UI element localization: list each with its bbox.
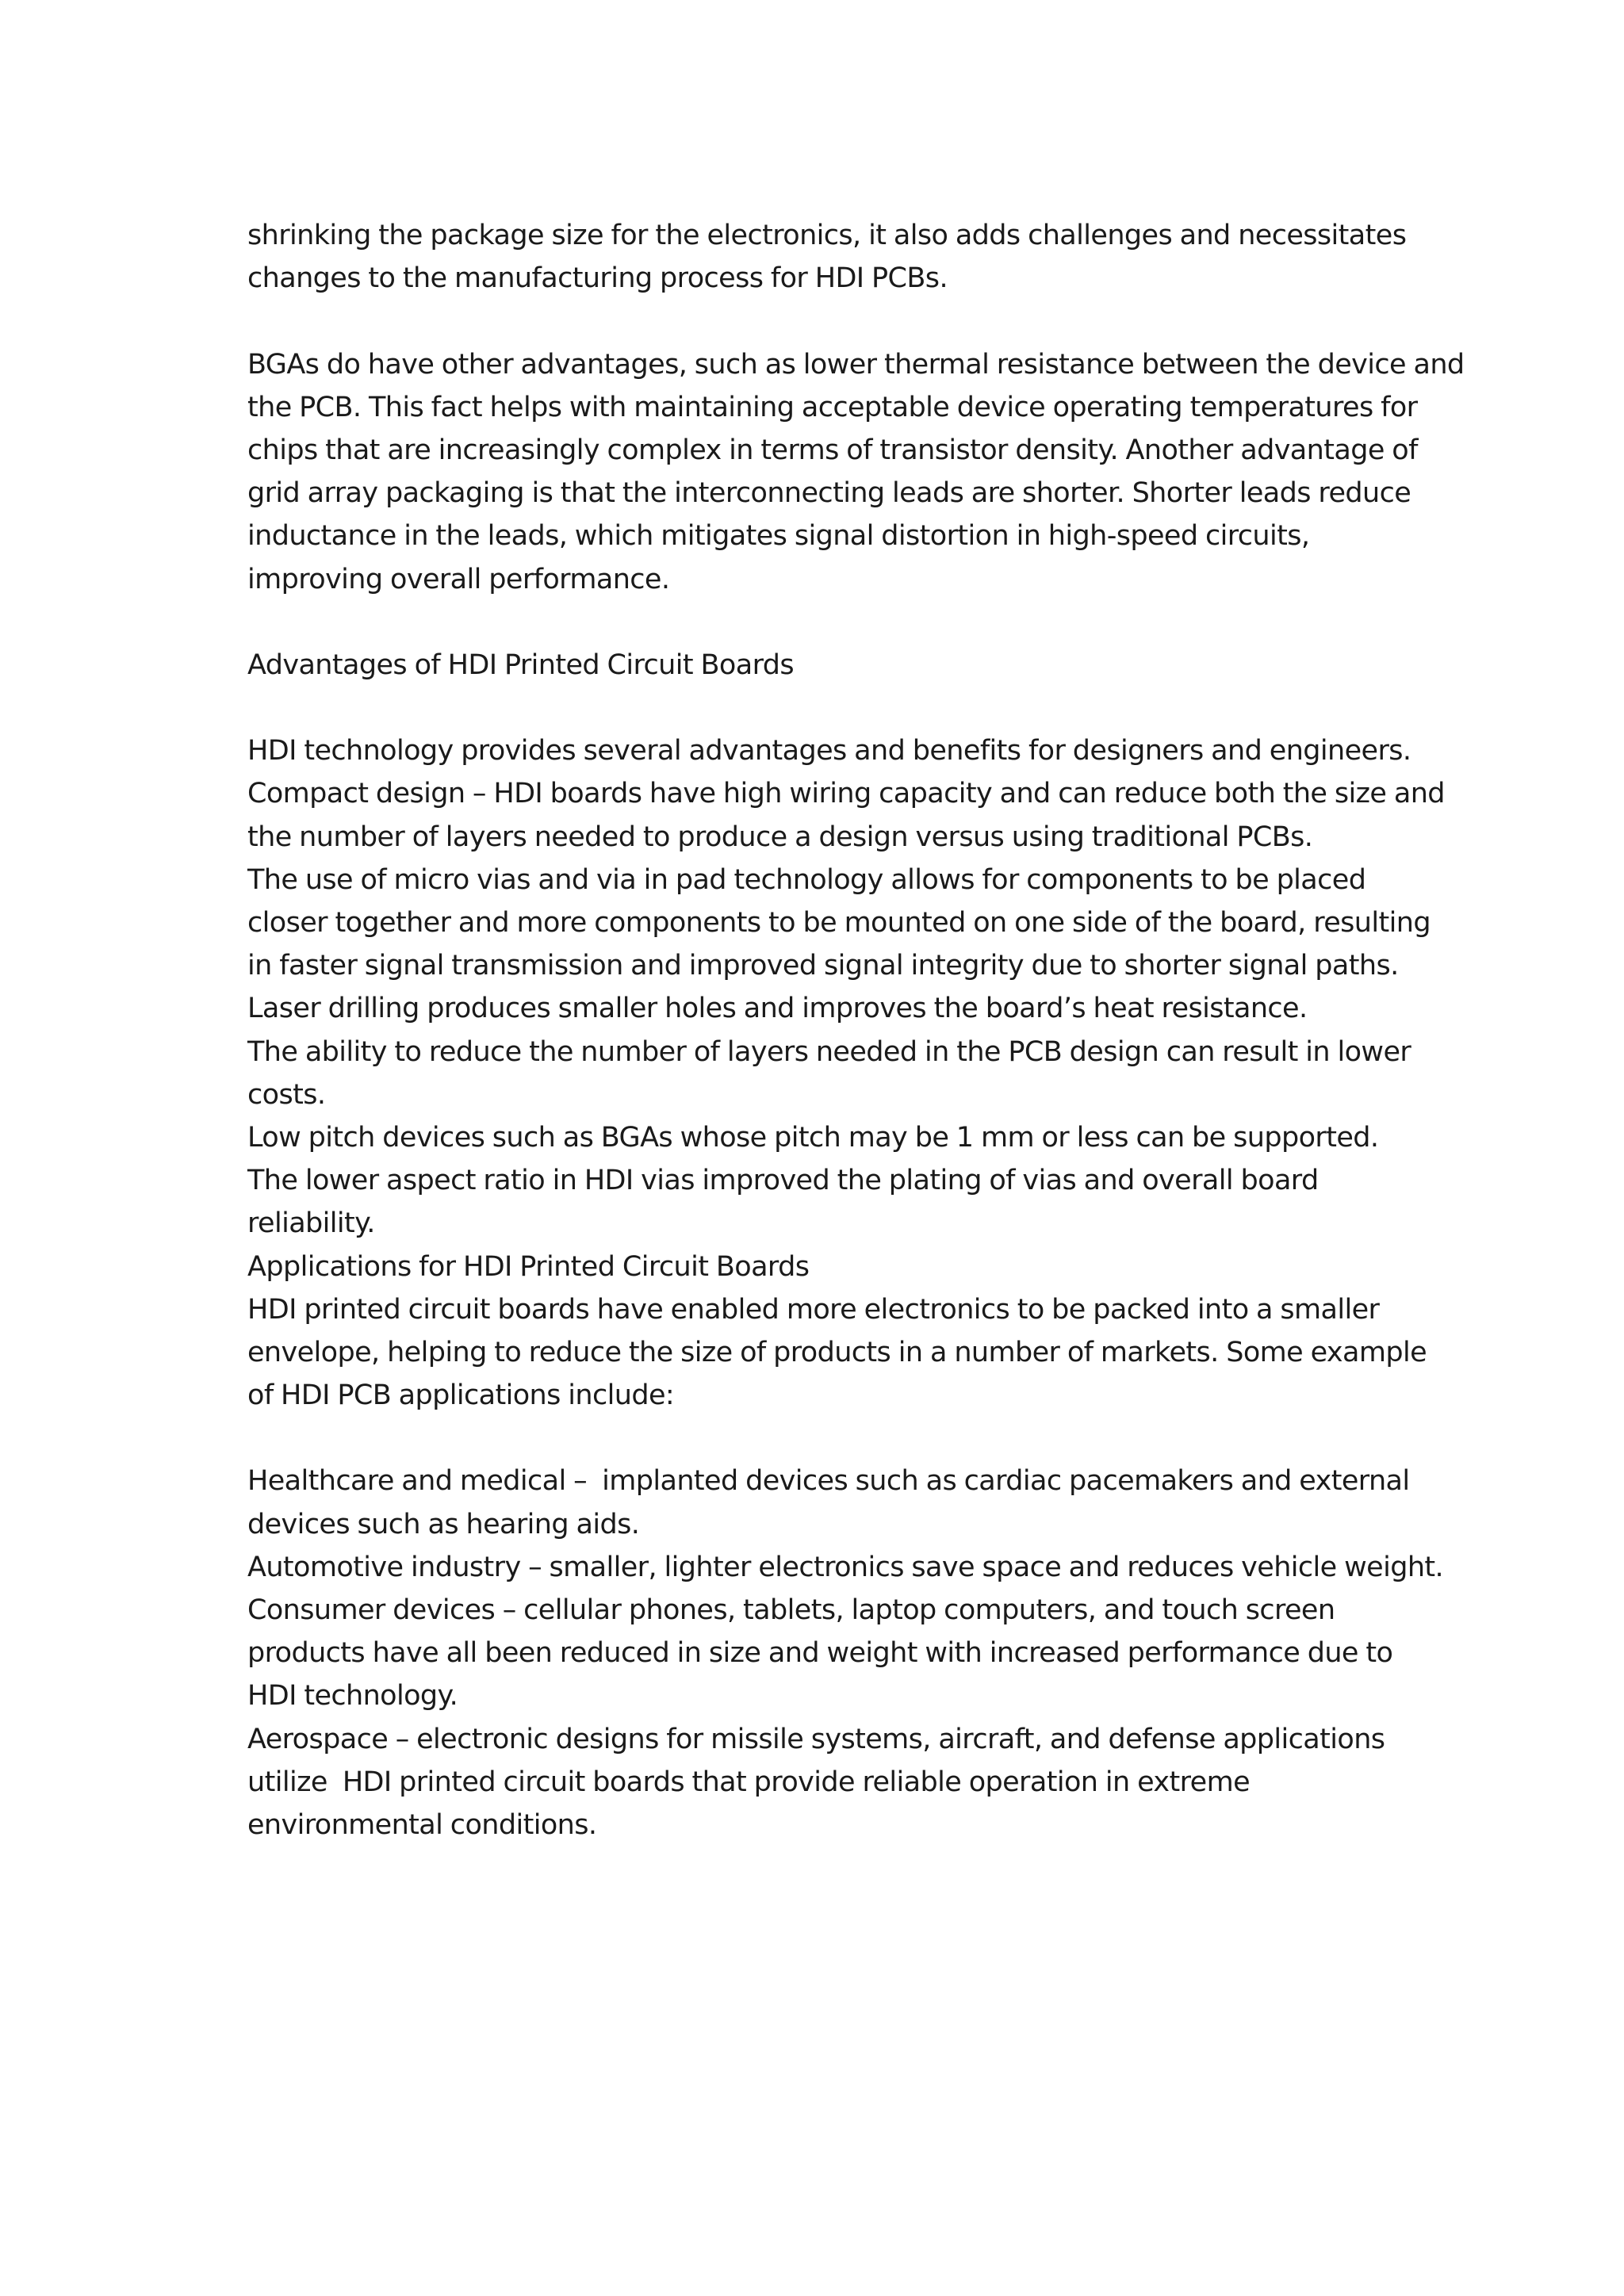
list-item: The use of micro vias and via in pad technology allows for components to be placed — [247, 863, 1366, 896]
list-item: The lower aspect ratio in HDI vias improved the plating of vias and overall board — [247, 1165, 1319, 1197]
list-item: Consumer devices – cellular phones, tablets, laptop computers, and touch screen — [247, 1594, 1335, 1626]
text-line: costs. — [247, 1078, 326, 1111]
text-line: HDI technology. — [247, 1680, 458, 1712]
paragraph-gap — [247, 300, 1405, 342]
list-item: Healthcare and medical – implanted devices such as cardiac pacemakers and external — [247, 1465, 1410, 1498]
text-line: in faster signal transmission and improved signal integrity due to shorter signal paths. — [247, 950, 1399, 982]
paragraph-gap — [247, 1417, 1405, 1460]
paragraph-gap — [247, 687, 1405, 729]
paragraph-gap — [247, 601, 1405, 644]
text-line: closer together and more components to be mounted on one side of the board, resulting — [247, 907, 1431, 939]
text-line: of HDI PCB applications include: — [247, 1380, 675, 1412]
text-line: the number of layers needed to produce a design versus using traditional PCBs. — [247, 821, 1313, 853]
text-line: grid array packaging is that the interconnecting leads are shorter. Shorter leads reduce — [247, 477, 1411, 510]
text-line: shrinking the package size for the electronics, it also adds challenges and necessitates — [247, 220, 1407, 251]
list-item: Low pitch devices such as BGAs whose pitch may be 1 mm or less can be supported. — [247, 1121, 1379, 1154]
text-line: changes to the manufacturing process for HDI PCBs. — [247, 262, 948, 295]
text-line: products have all been reduced in size and weight with increased performance due to — [247, 1637, 1393, 1670]
text-line: utilize HDI printed circuit boards that provide reliable operation in extreme — [247, 1766, 1251, 1798]
text-line: HDI technology provides several advantages and benefits for designers and engineers. — [247, 735, 1411, 767]
list-item: Compact design – HDI boards have high wiring capacity and can reduce both the size and — [247, 778, 1445, 810]
text-line: improving overall performance. — [247, 563, 670, 595]
text-line: devices such as hearing aids. — [247, 1508, 640, 1540]
section-heading: Applications for HDI Printed Circuit Boards — [247, 1250, 810, 1283]
section-heading: Advantages of HDI Printed Circuit Boards — [247, 649, 795, 681]
document-body — [247, 214, 1465, 1846]
text-line: environmental conditions. — [247, 1808, 597, 1841]
text-line: the PCB. This fact helps with maintaining acceptable device operating temperatures for — [247, 391, 1418, 423]
list-item: Aerospace – electronic designs for missile systems, aircraft, and defense applications — [247, 1723, 1385, 1755]
text-line: reliability. — [247, 1207, 375, 1240]
text-line: BGAs do have other advantages, such as lower thermal resistance between the device and — [247, 348, 1465, 381]
list-item: Laser drilling produces smaller holes and improves the board’s heat resistance. — [247, 993, 1308, 1025]
list-item: Automotive industry – smaller, lighter electronics save space and reduces vehicle weight. — [247, 1551, 1444, 1583]
text-line: chips that are increasingly complex in terms of transistor density. Another advantage of — [247, 434, 1418, 466]
text-line: inductance in the leads, which mitigates signal distortion in high-speed circuits, — [247, 520, 1310, 553]
list-item: The ability to reduce the number of layers needed in the PCB design can result in lower — [247, 1035, 1411, 1068]
text-line: HDI printed circuit boards have enabled more electronics to be packed into a smaller — [247, 1293, 1380, 1326]
text-line: envelope, helping to reduce the size of products in a number of markets. Some example — [247, 1336, 1427, 1368]
